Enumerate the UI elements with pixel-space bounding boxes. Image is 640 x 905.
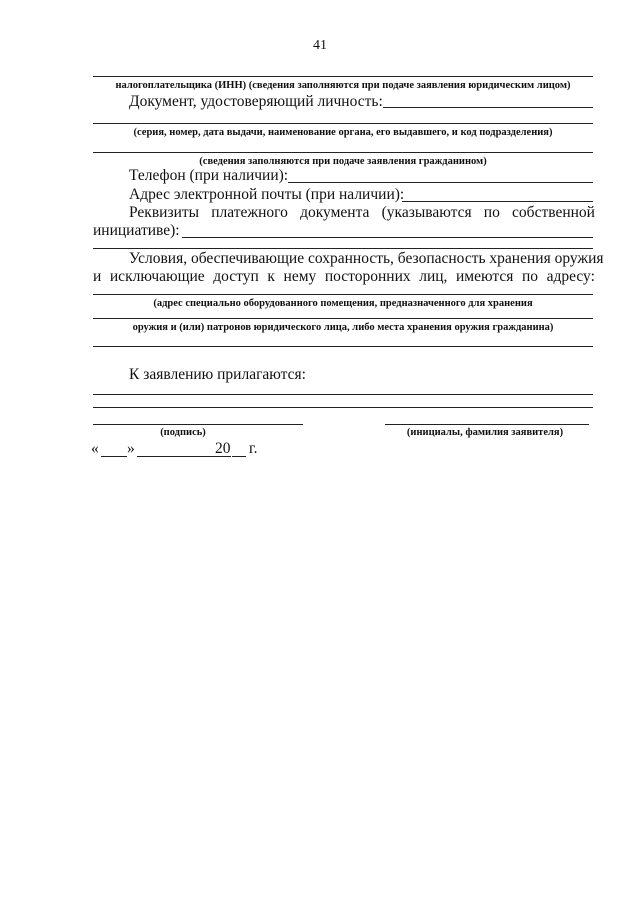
inn-caption: налогоплательщика (ИНН) (сведения заполняются при подаче заявления юридическим лицом) — [115, 80, 571, 91]
inn-line[interactable] — [93, 76, 593, 77]
payment-label-continued: инициативе): — [93, 222, 180, 239]
conditions-word: нему — [283, 268, 317, 285]
conditions-word: доступ — [213, 268, 259, 285]
conditions-line-1: Условия, обеспечивающие сохранность, безопасность хранения оружия — [129, 250, 604, 267]
citizen-line[interactable] — [93, 152, 593, 153]
conditions-word: лиц, — [419, 268, 448, 285]
identity-document-label: Документ, удостоверяющий личность: — [129, 93, 383, 110]
page-number: 41 — [313, 38, 327, 53]
payment-word: платежного — [211, 204, 288, 221]
payment-word: собственной — [512, 204, 595, 221]
date-year-suffix: г. — [249, 440, 258, 457]
initials-field[interactable] — [385, 424, 589, 425]
attachments-label: К заявлению прилагаются: — [129, 366, 306, 383]
conditions-word: адресу: — [546, 268, 595, 285]
storage-address-caption-2: оружия и (или) патронов юридического лица, либо места хранения оружия гражданина) — [132, 322, 554, 333]
conditions-word: по — [521, 268, 538, 285]
date-day-field[interactable] — [101, 456, 127, 457]
identity-document-line-2[interactable] — [93, 123, 593, 124]
conditions-word: к — [267, 268, 275, 285]
phone-label: Телефон (при наличии): — [129, 167, 289, 184]
payment-field[interactable] — [182, 237, 593, 238]
storage-address-line-2[interactable] — [93, 318, 593, 319]
conditions-word: имеются — [456, 268, 514, 285]
conditions-word: посторонних — [324, 268, 411, 285]
date-close-quote: » — [127, 440, 135, 457]
attachments-line-2[interactable] — [93, 407, 593, 408]
email-label: Адрес электронной почты (при наличии): — [129, 186, 405, 203]
storage-address-line-3[interactable] — [93, 346, 593, 347]
initials-caption: (инициалы, фамилия заявителя) — [406, 427, 564, 438]
citizen-note-caption: (сведения заполняются при подаче заявления гражданином) — [199, 156, 487, 167]
storage-address-caption-1: (адрес специально оборудованного помещения, предназначенного для хранения — [153, 298, 533, 309]
conditions-word: и — [93, 268, 102, 285]
payment-word: Реквизиты — [129, 204, 200, 221]
conditions-word: исключающие — [109, 268, 205, 285]
signature-caption: (подпись) — [160, 427, 206, 438]
passport-details-caption: (серия, номер, дата выдачи, наименование органа, его выдавшего, и код подразделения) — [133, 127, 553, 138]
date-year-field[interactable] — [232, 456, 246, 457]
payment-label — [129, 204, 595, 222]
payment-word: документа — [300, 204, 370, 221]
attachments-line-1[interactable] — [93, 394, 593, 395]
phone-field[interactable] — [288, 182, 593, 183]
payment-field-line-2[interactable] — [93, 248, 593, 249]
payment-word: по — [483, 204, 500, 221]
signature-field[interactable] — [93, 424, 303, 425]
payment-word: (указываются — [381, 204, 472, 221]
conditions-line-2 — [93, 268, 595, 286]
date-year-prefix: 20 — [215, 440, 231, 457]
email-field[interactable] — [402, 201, 593, 202]
date-open-quote: « — [91, 440, 99, 457]
identity-document-field[interactable] — [383, 107, 593, 108]
storage-address-line-1[interactable] — [93, 294, 593, 295]
